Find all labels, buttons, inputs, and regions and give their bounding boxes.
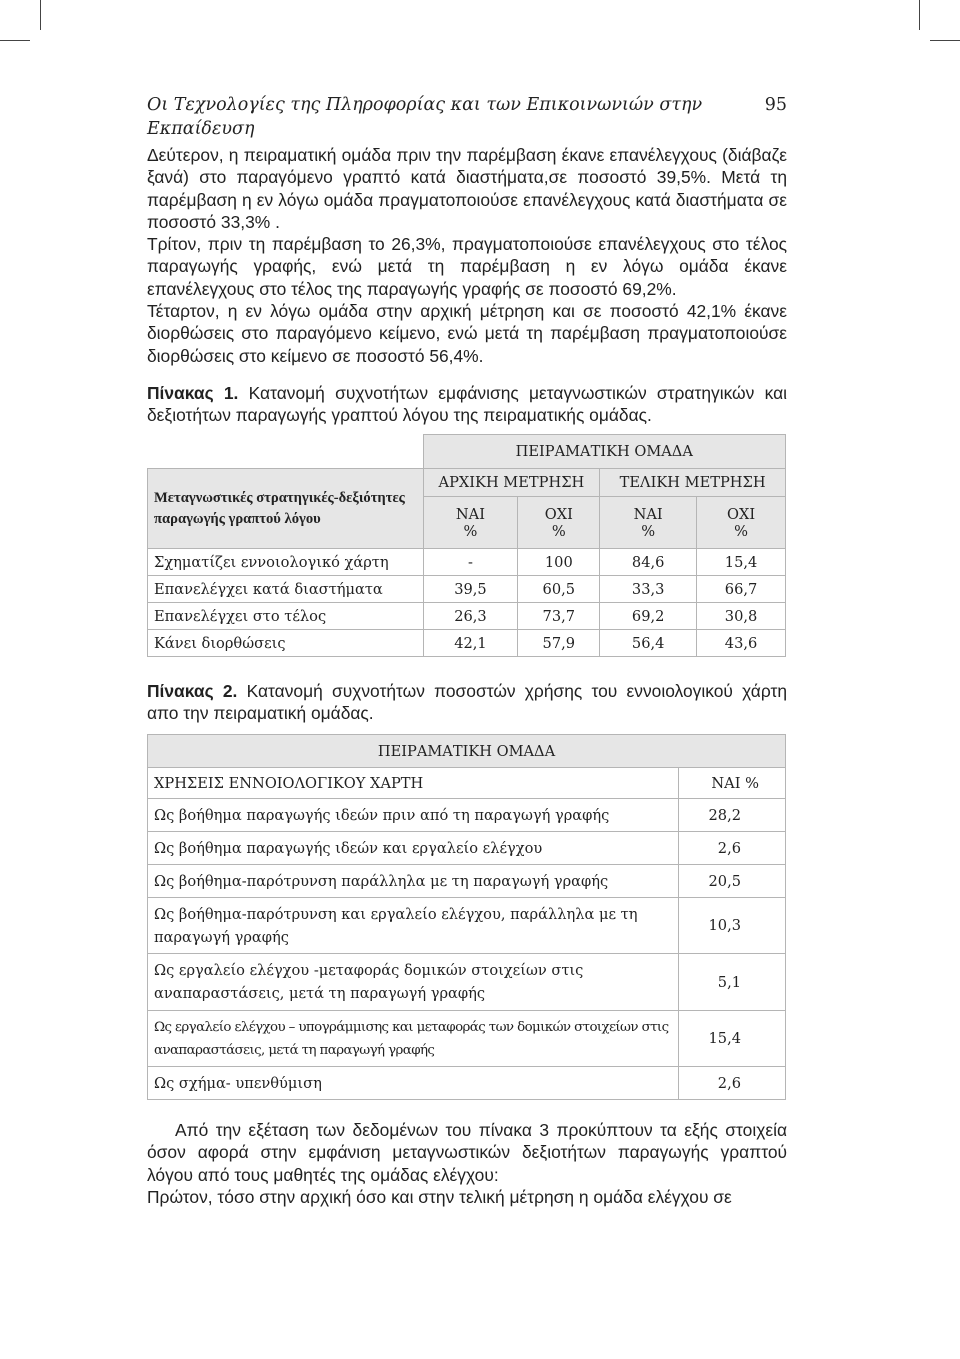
table-row	[148, 549, 786, 576]
row-label: Ως εργαλείο ελέγχου – υπογράμμισης και μεταφοράς των δομικών στοιχείων στις αναπαραστάσεις, μετά τη παραγωγή γραφής	[148, 1011, 679, 1067]
table-row	[148, 630, 786, 657]
row-label: Κάνει διορθώσεις	[148, 630, 424, 657]
table1-phase-final: ΤΕΛΙΚΗ ΜΕΤΡΗΣΗ	[600, 469, 786, 497]
table-row	[148, 1067, 786, 1100]
table2-caption	[147, 680, 787, 725]
crop-mark-right-top	[930, 40, 960, 41]
yes-label: ΝΑΙ	[633, 505, 663, 523]
intro-text	[147, 144, 787, 367]
paragraph-fourth: Τέταρτον, η εν λόγω ομάδα στην αρχική μέτρηση και σε ποσοστό 42,1% έκανε διορθώσεις στο παραγόμενο κείμενο, ενώ μετά τη παρέμβαση πραγματοποιούσε διορθώσεις στο κείμενο σε ποσοστό 56,4%.	[147, 301, 787, 366]
row-value: 20,5	[679, 865, 786, 898]
row-value: 2,6	[679, 1067, 786, 1100]
row-value: 2,6	[679, 832, 786, 865]
table-row	[148, 832, 786, 865]
paragraph-closing: Από την εξέταση των δεδομένων του πίνακα 3 προκύπτουν τα εξής στοιχεία όσον αφορά στην εμφάνιση μεταγνωστικών δεξιοτήτων παραγωγής γραπτού λόγου από τους μαθητές της ομάδας ελέγχου:	[147, 1120, 787, 1185]
table1-initial-no	[518, 497, 600, 549]
cell-final-yes: 69,2	[600, 603, 697, 630]
table2-col-yes: ΝΑΙ %	[679, 768, 786, 799]
row-label: Ως βοήθημα-παρότρυνση και εργαλείο ελέγχου, παράλληλα με τη παραγωγή γραφής	[148, 898, 679, 954]
table1	[147, 434, 786, 657]
cell-initial-no: 60,5	[518, 576, 600, 603]
table1-final-yes	[600, 497, 697, 549]
table-row	[148, 799, 786, 832]
table2	[147, 734, 786, 1100]
percent-sign: %	[551, 522, 566, 540]
cell-final-no: 66,7	[697, 576, 786, 603]
cell-initial-yes: 26,3	[423, 603, 518, 630]
table-row	[148, 954, 786, 1011]
crop-mark-top-right	[919, 0, 920, 30]
no-label: ΟΧΙ	[726, 505, 756, 523]
crop-mark-top-left	[40, 0, 41, 30]
percent-sign: %	[463, 522, 478, 540]
no-label: ΟΧΙ	[544, 505, 573, 523]
table-row	[148, 898, 786, 954]
row-label: Ως σχήμα- υπενθύμιση	[148, 1067, 679, 1100]
row-label: Επανελέγχει στο τέλος	[148, 603, 424, 630]
row-value: 15,4	[679, 1011, 786, 1067]
table-row	[148, 1011, 786, 1067]
table2-group-header: ΠΕΙΡΑΜΑΤΙΚΗ ΟΜΑΔΑ	[148, 735, 786, 768]
row-label: Ως βοήθημα παραγωγής ιδεών πριν από τη παραγωγή γραφής	[148, 799, 679, 832]
cell-final-yes: 84,6	[600, 549, 697, 576]
cell-initial-no: 100	[518, 549, 600, 576]
table1-row-header: Μεταγνωστικές στρατηγικές-δεξιότητες παραγωγής γραπτού λόγου	[148, 469, 424, 549]
crop-mark-left-top	[0, 40, 30, 41]
table1-caption	[147, 382, 787, 427]
cell-final-no: 15,4	[697, 549, 786, 576]
percent-sign: %	[641, 522, 656, 540]
percent-sign: %	[734, 522, 748, 540]
table2-col-uses: ΧΡΗΣΕΙΣ ΕΝΝΟΙΟΛΟΓΙΚΟΥ ΧΑΡΤΗ	[148, 768, 679, 799]
table2-caption-label: Πίνακας 2.	[147, 681, 238, 701]
table-row	[148, 576, 786, 603]
cell-initial-yes: 42,1	[423, 630, 518, 657]
cell-initial-yes: 39,5	[423, 576, 518, 603]
row-value: 28,2	[679, 799, 786, 832]
table1-group-header: ΠΕΙΡΑΜΑΤΙΚΗ ΟΜΑΔΑ	[423, 435, 785, 469]
table1-phase-initial: ΑΡΧΙΚΗ ΜΕΤΡΗΣΗ	[423, 469, 600, 497]
table1-initial-yes	[423, 497, 518, 549]
row-value: 5,1	[679, 954, 786, 1011]
cell-final-no: 43,6	[697, 630, 786, 657]
cell-final-no: 30,8	[697, 603, 786, 630]
table1-caption-text: Κατανομή συχνοτήτων εμφάνισης μεταγνωστικών στρατηγικών και δεξιοτήτων παραγωγής γραπτού λόγου της πειραματικής ομάδας.	[147, 383, 787, 426]
yes-label: ΝΑΙ	[455, 505, 485, 523]
table1-caption-label: Πίνακας 1.	[147, 383, 239, 403]
cell-final-yes: 56,4	[600, 630, 697, 657]
paragraph-second: Δεύτερον, η πειραματική ομάδα πριν την παρέμβαση έκανε επανέλεγχους (διάβαζε ξανά) στο παραγόμενο γραπτό κατά διαστήματα,σε ποσοστό 39,5%. Μετά τη παρέμβαση η εν λόγω ομάδα πραγματοποιούσε επανέλεγχους κατά διαστήματα σε ποσοστό 33,3% .	[147, 145, 787, 232]
row-label: Ως εργαλείο ελέγχου -μεταφοράς δομικών στοιχείων στις αναπαραστάσεις, μετά τη παραγωγή γραφής	[148, 954, 679, 1011]
row-value: 10,3	[679, 898, 786, 954]
cell-initial-yes: -	[423, 549, 518, 576]
cell-initial-no: 57,9	[518, 630, 600, 657]
row-label: Επανελέγχει κατά διαστήματα	[148, 576, 424, 603]
table1-empty-corner	[148, 435, 424, 469]
paragraph-third: Τρίτον, πριν τη παρέμβαση το 26,3%, πραγματοποιούσε επανέλεγχους στο τέλος παραγωγής γραφής, ενώ μετά τη παρέμβαση η εν λόγω ομάδα έκανε επανέλεγχους στο τέλος της παραγωγής γραφής σε ποσοστό 69,2%.	[147, 234, 787, 299]
page-number: 95	[764, 95, 787, 115]
table-row	[148, 865, 786, 898]
closing-text	[147, 1119, 787, 1208]
row-label: Ως βοήθημα-παρότρυνση παράλληλα με τη παραγωγή γραφής	[148, 865, 679, 898]
cell-initial-no: 73,7	[518, 603, 600, 630]
row-label: Σχηματίζει εννοιολογικό χάρτη	[148, 549, 424, 576]
paragraph-first: Πρώτον, τόσο στην αρχική όσο και στην τελική μέτρηση η ομάδα ελέγχου σε	[147, 1186, 732, 1207]
cell-final-yes: 33,3	[600, 576, 697, 603]
table-row	[148, 603, 786, 630]
running-title: Οι Τεχνολογίες της Πληροφορίας και των Επικοινωνιών στην Εκπαίδευση	[147, 95, 703, 139]
table1-final-no	[697, 497, 786, 549]
table2-caption-text: Κατανομή συχνοτήτων ποσοστών χρήσης του εννοιολογικού χάρτη απο την πειραματική ομάδας.	[147, 681, 788, 724]
row-label: Ως βοήθημα παραγωγής ιδεών και εργαλείο ελέγχου	[148, 832, 679, 865]
running-header	[147, 93, 787, 141]
